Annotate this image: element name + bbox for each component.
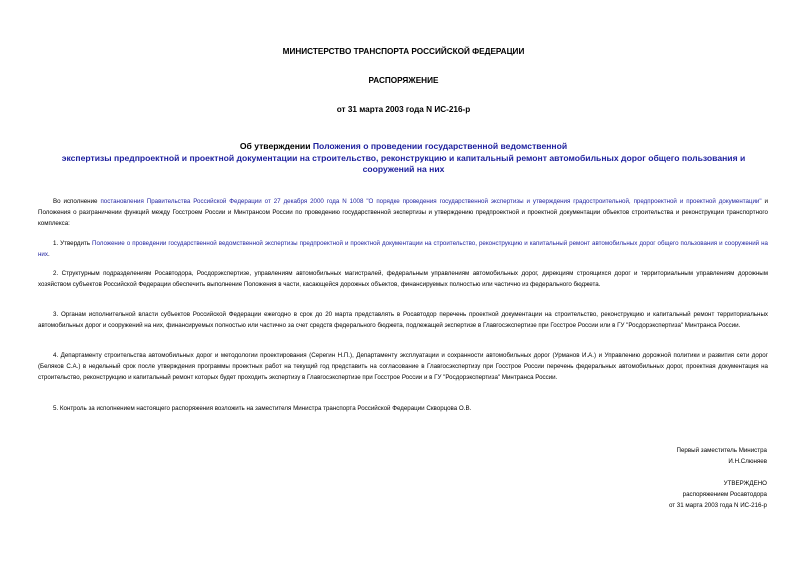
government-decree-link[interactable]: постановления Правительства Российской Федерации от 27 декабря 2000 года N 1008 "О порядке проведения государственной экспертизы и утверждения градостроительной, предпроектной и проектной документации" [100,198,762,205]
approval-date-number: от 31 марта 2003 года N ИС-216-р [668,502,767,509]
intro-text-end: и Положения о разграничении функций между Госстроем России и Минтрансом России по проведению государственной экспертизы и утверждению предпроектной и проектной документации объектов строительства и реконструкции транспортного комплекса: [38,198,768,228]
item-4-text: 4. Департаменту строительства автомобильных дорог и методологии проектирования (Серегин Н.П.), Департаменту эксплуатации и сохранности автомобильных дорог (Урманов И.А.) и Управлению дорожной политики и развития сети дорог (Беляков С.А.) в недельный срок после утверждения программы проектных работ на текущий год представить на согласование в Главгосэкспертизу при Госстрое России перечень федеральных автомобильных дорог, проектная документация на строительство, реконструкцию и капитальный ремонт которых будет проходить экспертизу в Главгосэкспертизе при Госстрое России и в ГУ "Росдорэкспертиза" Минтранса России. [38,352,768,382]
item-1-paragraph [38,238,768,260]
regulation-link[interactable]: Положение о проведении государственной ведомственной экспертизы предпроектной и проектной документации на строительство, реконструкцию и капитальный ремонт автомобильных дорог общего пользования и сооружений на них [38,240,768,259]
signature-block [677,445,767,467]
item-4-paragraph [38,350,768,384]
approval-status: УТВЕРЖДЕНО [723,480,767,487]
item-2-text: 2. Структурным подразделениям Росавтодора, Росдорэкспертизе, управлениям автомобильных магистралей, федеральным управлениям автомобильных дорог, дирекциям строящихся дорог и территориальным управлениям дорожным хозяйством субъектов Российской Федерации обеспечить выполнение Положения в части, касающейся дорожных объектов, финансируемых полностью или частично из федерального бюджета. [38,270,768,289]
document-type-heading: РАСПОРЯЖЕНИЕ [368,76,439,85]
approval-block [669,478,767,511]
subject-link-part-1[interactable]: Положения о проведении государственной ведомственной [312,141,568,151]
document-subject [40,141,767,176]
item-5-paragraph [38,403,768,414]
subject-prefix: Об утверждении [239,141,313,151]
item-1-text: 1. Утвердить [53,240,93,247]
ministry-heading: МИНИСТЕРСТВО ТРАНСПОРТА РОССИЙСКОЙ ФЕДЕРАЦИИ [282,47,525,56]
item-2-paragraph [38,268,768,290]
item-1-end: . [47,251,50,259]
intro-paragraph [38,196,768,230]
subject-link-part-2[interactable]: экспертизы предпроектной и проектной документации на строительство, реконструкцию и капитальный ремонт автомобильных дорог общего пользования и [61,152,746,163]
signatory-title: Первый заместитель Министра [676,447,767,454]
approval-authority: распоряжением Росавтодора [682,491,767,498]
document-date-number: от 31 марта 2003 года N ИС-216-р [336,105,471,114]
intro-text-start: Во исполнение [53,198,101,205]
item-5-text: 5. Контроль за исполнением настоящего распоряжения возложить на заместителя Министра транспорта Российской Федерации Скворцова О.В. [53,405,472,412]
item-3-paragraph [38,309,768,331]
signatory-name: И.Н.Слюняев [728,458,767,465]
item-3-text: 3. Органам исполнительной власти субъектов Российской Федерации ежегодно в срок до 20 марта представлять в Росавтодор перечень проектной документации на строительство, реконструкцию и капитальный ремонт территориальных автомобильных дорог и сооружений на них, финансируемых полностью или частично за счет средств федерального бюджета, подлежащей экспертизе в Главгосэкспертизе при Госстрое России или в ГУ "Росдорэкспертиза" Минтранса России. [38,311,768,330]
subject-link-part-3[interactable]: сооружений на них [362,164,445,174]
